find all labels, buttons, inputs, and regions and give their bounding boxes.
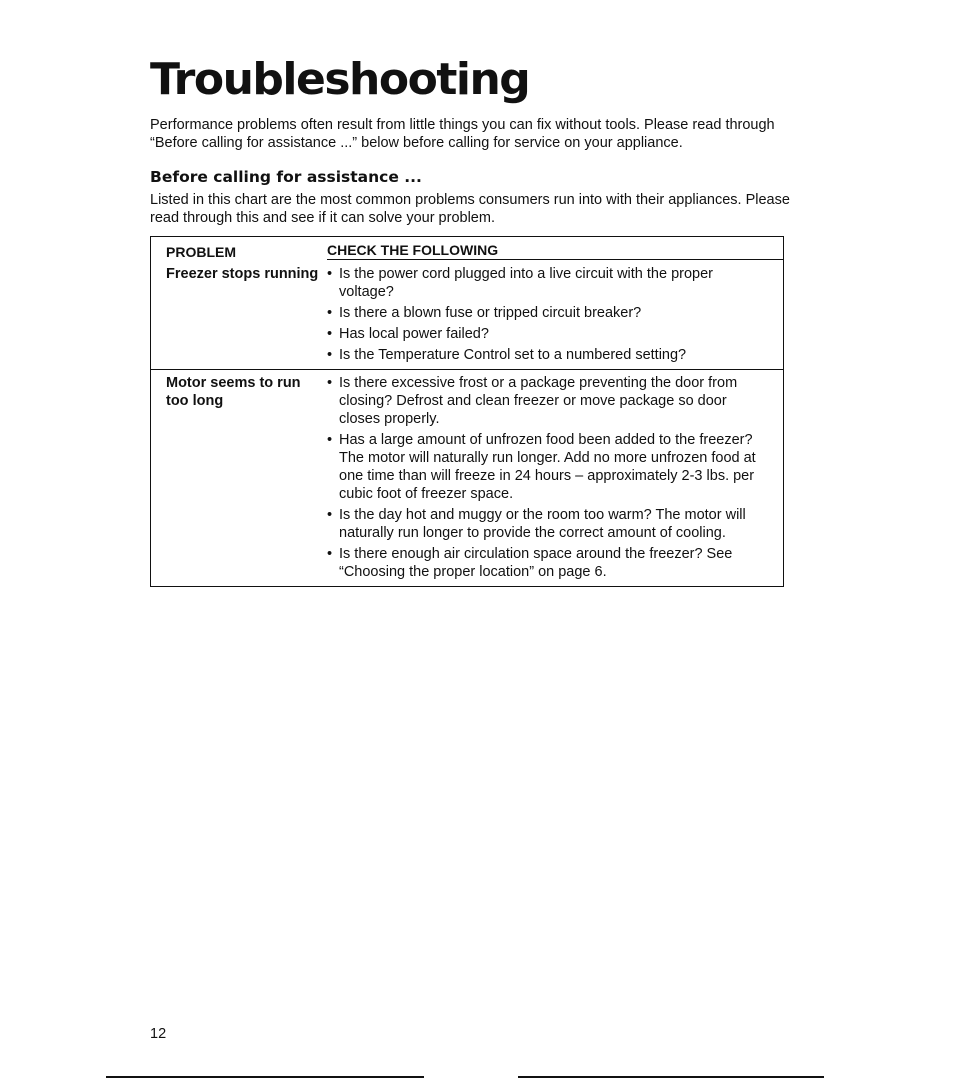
check-item: [327, 431, 771, 503]
check-item: [327, 346, 771, 364]
problem-cell: Freezer stops running: [166, 266, 319, 282]
check-item: [327, 506, 771, 542]
check-item-text: Is there enough air circulation space around the freezer? See “Choosing the proper location” on page 6.: [339, 546, 733, 580]
table-header: [151, 237, 783, 261]
troubleshooting-table: [150, 236, 784, 587]
intro-paragraph: Performance problems often result from little things you can fix without tools. Please read through “Before calling for assistance ...” below before calling for service on your appliance.: [150, 117, 775, 151]
table-row: [151, 261, 783, 369]
check-cell: [327, 374, 783, 581]
check-item-text: Is the Temperature Control set to a numbered setting?: [339, 347, 687, 363]
check-item: [327, 304, 771, 322]
page-title: Troubleshooting: [150, 54, 530, 105]
bullet-icon: •: [327, 507, 333, 523]
section-paragraph: Listed in this chart are the most common problems consumers run into with their appliances. Please read through this and see if it can solve your problem.: [150, 192, 790, 226]
check-item-text: Has local power failed?: [339, 326, 489, 342]
check-item-text: Is the day hot and muggy or the room too warm? The motor will naturally run longer to provide the correct amount of cooling.: [339, 507, 746, 541]
bullet-icon: •: [327, 546, 333, 562]
check-cell: [327, 265, 783, 364]
check-item-text: Is there excessive frost or a package preventing the door from closing? Defrost and clean freezer or move package so door closes properly.: [339, 375, 738, 427]
bullet-icon: •: [327, 326, 333, 342]
check-item-text: Has a large amount of unfrozen food been added to the freezer? The motor will naturally run longer. Add no more unfrozen food at one time than will freeze in 24 hours – approximately 2-3 lbs. per cubic foot of freezer space.: [339, 432, 756, 502]
check-item-text: Is the power cord plugged into a live circuit with the proper voltage?: [339, 266, 713, 300]
check-item: [327, 325, 771, 343]
page-number: 12: [150, 1026, 167, 1042]
footer-rule-left: [106, 1076, 424, 1078]
check-item: [327, 374, 771, 428]
bullet-icon: •: [327, 305, 333, 321]
check-item: [327, 265, 771, 301]
bullet-icon: •: [327, 266, 333, 282]
problem-cell: Motor seems to run too long: [166, 375, 301, 409]
bullet-icon: •: [327, 432, 333, 448]
header-check-the-following: CHECK THE FOLLOWING: [327, 242, 783, 260]
section-heading: Before calling for assistance ...: [150, 168, 422, 186]
header-problem: PROBLEM: [166, 244, 236, 260]
bullet-icon: •: [327, 375, 333, 391]
footer-rule-right: [518, 1076, 824, 1078]
check-item-text: Is there a blown fuse or tripped circuit breaker?: [339, 305, 642, 321]
table-row: [151, 369, 783, 586]
bullet-icon: •: [327, 347, 333, 363]
check-item: [327, 545, 771, 581]
